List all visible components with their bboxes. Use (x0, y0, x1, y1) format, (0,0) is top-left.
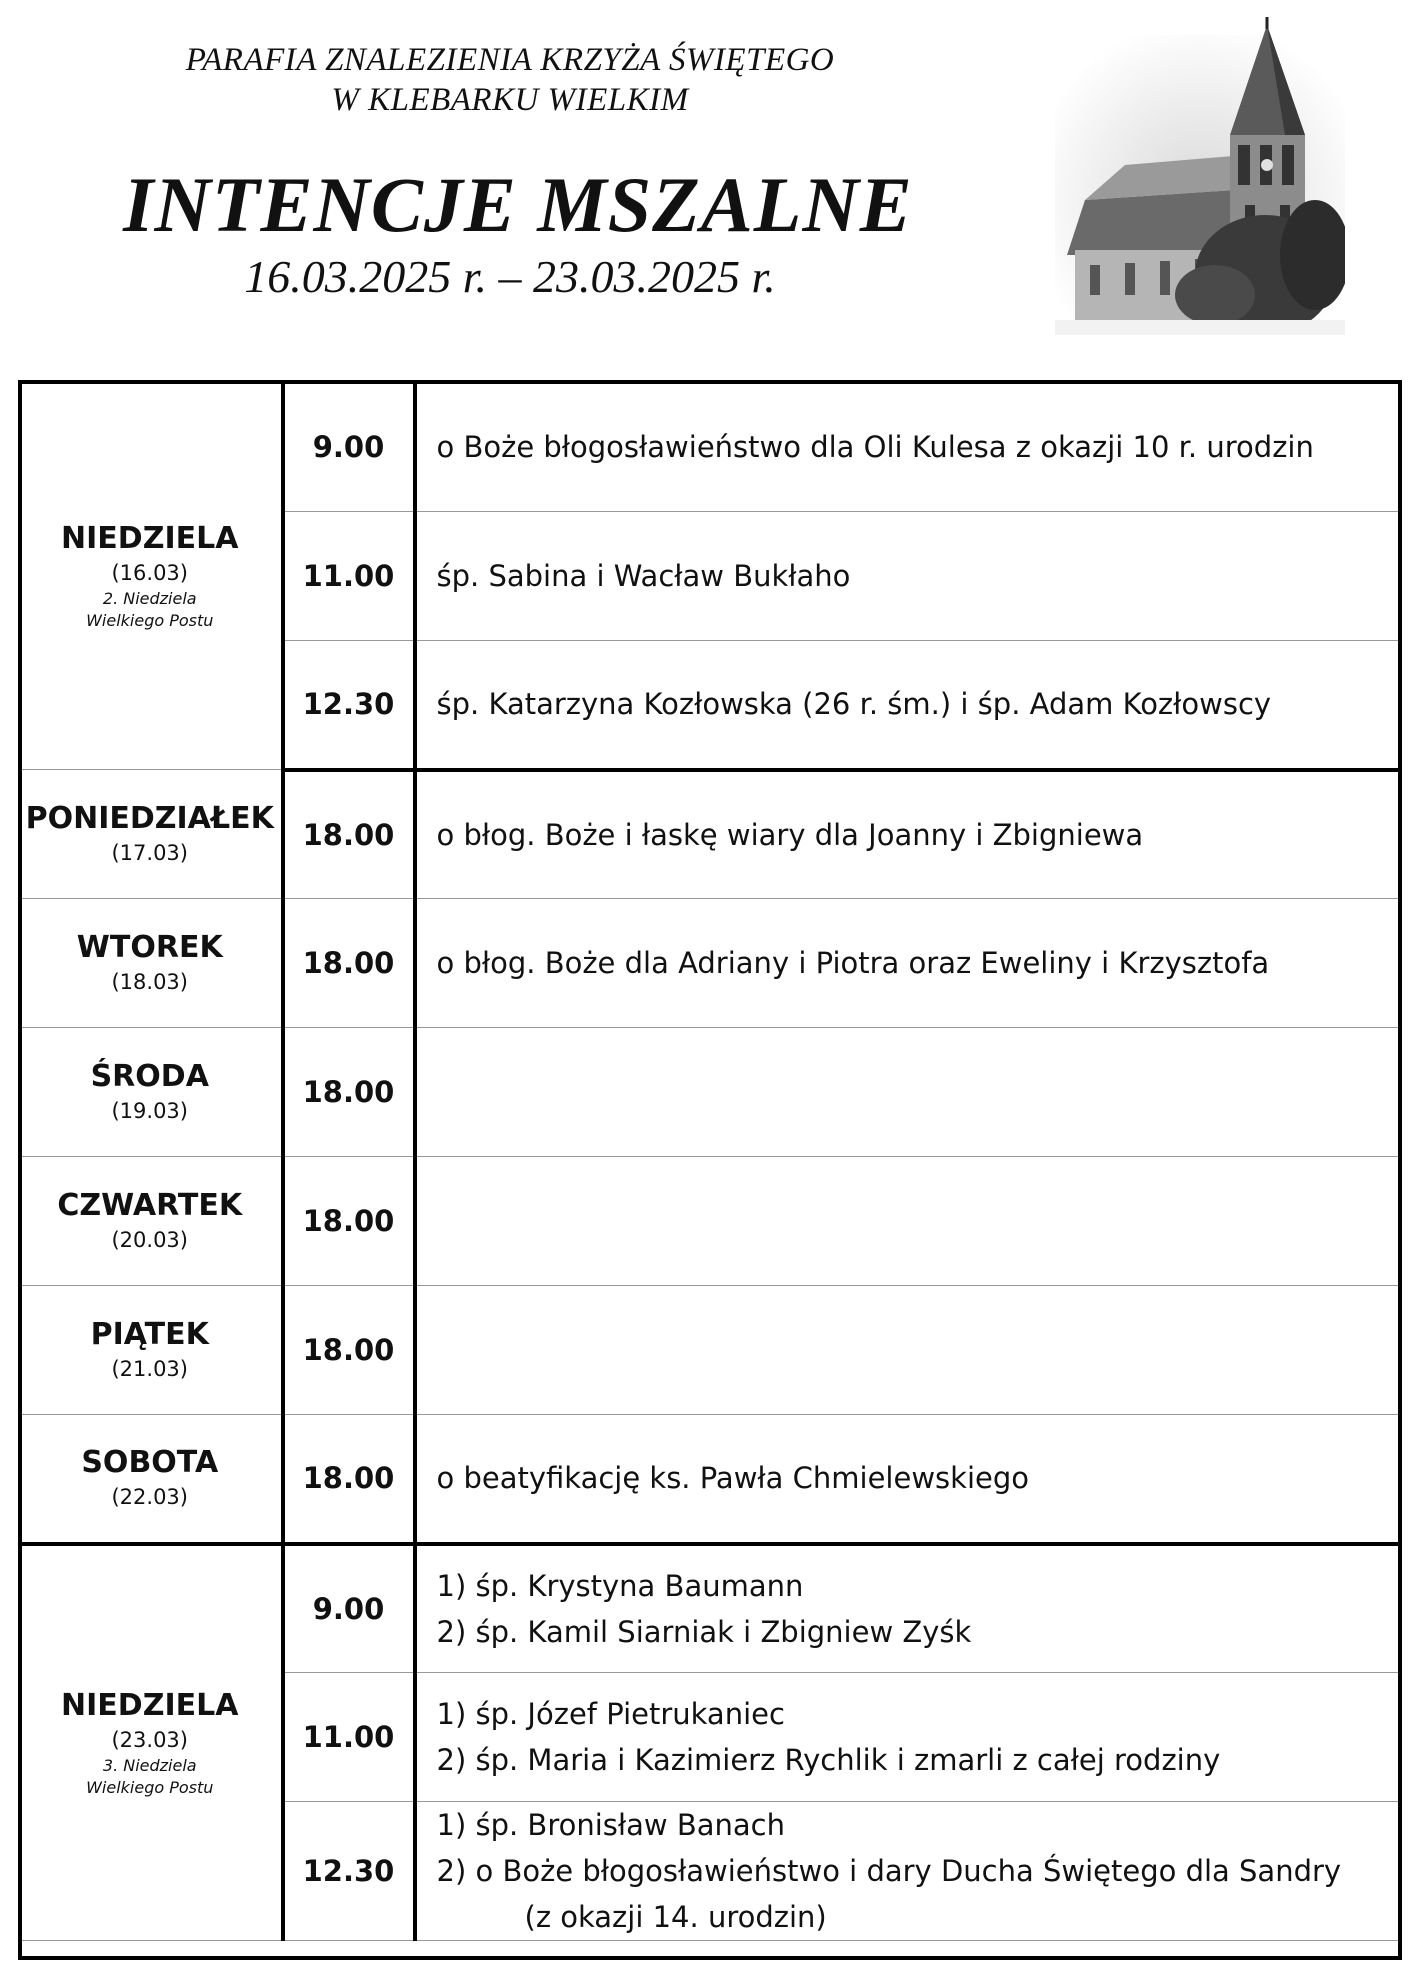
mass-time: 18.00 (283, 1157, 415, 1286)
day-cell (19, 899, 283, 1028)
day-cell (19, 1544, 283, 1941)
table-row (19, 899, 1399, 1028)
page-title: INTENCJE MSZALNE (123, 161, 913, 248)
table-row (19, 383, 1399, 512)
table-row (19, 1544, 1399, 1673)
mass-intentions-table (18, 382, 1399, 1941)
table-row (19, 1286, 1399, 1415)
day-note: 3. Niedziela (102, 1755, 197, 1775)
day-name: NIEDZIELA (61, 521, 239, 556)
intention-line: o beatyfikację ks. Pawła Chmielewskiego (436, 1461, 1029, 1496)
mass-time: 12.30 (283, 1802, 415, 1941)
parish-name-line1: PARAFIA ZNALEZIENIA KRZYŻA ŚWIĘTEGO (185, 42, 835, 78)
day-date: (23.03) (111, 1727, 188, 1752)
intention-line: 2) śp. Maria i Kazimierz Rychlik i zmarli z całej rodziny (436, 1743, 1221, 1777)
day-cell (19, 1286, 283, 1415)
mass-intention (415, 1415, 1399, 1544)
mass-intention (415, 383, 1399, 512)
mass-time: 18.00 (283, 1286, 415, 1415)
mass-time: 9.00 (283, 383, 415, 512)
mass-time: 18.00 (283, 770, 415, 899)
day-date: (19.03) (111, 1099, 188, 1123)
day-name: ŚRODA (90, 1059, 209, 1094)
mass-time: 18.00 (283, 1028, 415, 1157)
mass-intention (415, 1286, 1399, 1415)
table-row (19, 1415, 1399, 1544)
day-name: SOBOTA (81, 1445, 219, 1481)
day-name: CZWARTEK (57, 1188, 243, 1223)
day-cell (19, 1157, 283, 1286)
date-range: 16.03.2025 r. – 23.03.2025 r. (244, 251, 776, 302)
intention-line: (z okazji 14. urodzin) (524, 1900, 827, 1934)
mass-intention (415, 1673, 1399, 1802)
intention-line: 1) śp. Bronisław Banach (436, 1808, 785, 1842)
day-date: (20.03) (111, 1228, 188, 1252)
day-name: PIĄTEK (90, 1317, 209, 1352)
day-cell (19, 383, 283, 770)
mass-time: 9.00 (283, 1544, 415, 1673)
mass-intention (415, 1802, 1399, 1941)
intention-line: o błog. Boże i łaskę wiary dla Joanny i Zbigniewa (436, 817, 1144, 852)
day-name: NIEDZIELA (61, 1687, 239, 1723)
day-cell (19, 1415, 283, 1544)
day-cell (19, 770, 283, 899)
day-date: (18.03) (111, 970, 188, 994)
church-tower-photo-icon (1055, 15, 1345, 335)
intention-line: śp. Katarzyna Kozłowska (26 r. śm.) i śp. Adam Kozłowscy (436, 687, 1272, 722)
mass-time: 11.00 (283, 1673, 415, 1802)
mass-intention (415, 641, 1399, 770)
intention-line: 1) śp. Krystyna Baumann (436, 1568, 804, 1603)
intention-line: 2) śp. Kamil Siarniak i Zbigniew Zyśk (436, 1614, 972, 1649)
mass-time: 11.00 (283, 512, 415, 641)
mass-intention (415, 1157, 1399, 1286)
mass-intention (415, 1544, 1399, 1673)
table-row (19, 1157, 1399, 1286)
day-name: WTOREK (76, 930, 223, 965)
intention-line: o błog. Boże dla Adriany i Piotra oraz Eweliny i Krzysztofa (436, 946, 1270, 980)
mass-intention (415, 899, 1399, 1028)
table-row (19, 1028, 1399, 1157)
day-date: (17.03) (111, 841, 188, 865)
day-note: Wielkiego Postu (86, 1777, 214, 1797)
day-note: 2. Niedziela (102, 589, 197, 608)
intention-line: śp. Sabina i Wacław Bukłaho (436, 559, 851, 593)
mass-intention (415, 770, 1399, 899)
intention-line: 2) o Boże błogosławieństwo i dary Ducha Świętego dla Sandry (436, 1854, 1342, 1888)
mass-intention (415, 512, 1399, 641)
mass-time: 12.30 (283, 641, 415, 770)
parish-name-line2: W KLEBARKU WIELKIM (331, 82, 689, 118)
day-date: (22.03) (111, 1485, 188, 1510)
intention-line: 1) śp. Józef Pietrukaniec (436, 1697, 785, 1731)
mass-time: 18.00 (283, 899, 415, 1028)
mass-time: 18.00 (283, 1415, 415, 1544)
day-date: (16.03) (111, 561, 188, 585)
table-row (19, 770, 1399, 899)
day-date: (21.03) (111, 1357, 188, 1381)
day-cell (19, 1028, 283, 1157)
day-name: PONIEDZIAŁEK (25, 801, 274, 836)
intention-line: o Boże błogosławieństwo dla Oli Kulesa z okazji 10 r. urodzin (436, 430, 1314, 464)
day-note: Wielkiego Postu (86, 611, 214, 630)
mass-intention (415, 1028, 1399, 1157)
